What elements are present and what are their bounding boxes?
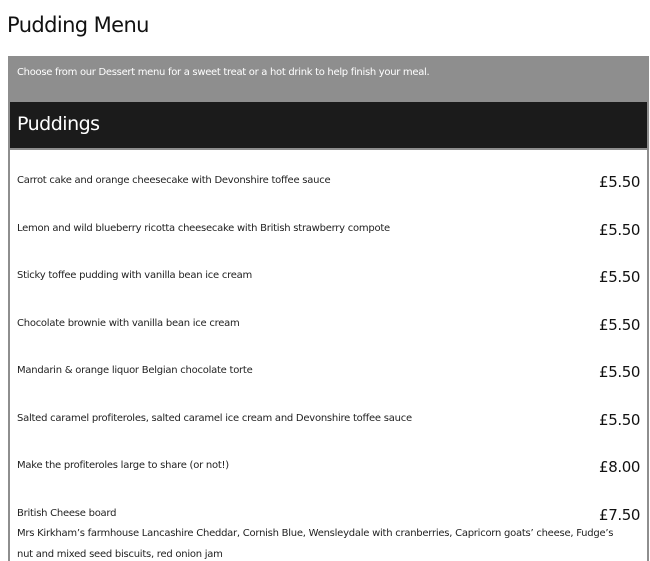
menu-intro: Choose from our Dessert menu for a sweet treat or a hot drink to help finish your meal.: [17, 67, 430, 78]
menu-item-price: £5.50: [599, 316, 640, 334]
menu-item-price: £8.00: [599, 458, 640, 476]
menu-item-name: Lemon and wild blueberry ricotta cheesecake with British strawberry compote: [17, 223, 390, 234]
menu-item-name: British Cheese board: [17, 508, 117, 519]
menu-items-list: [10, 150, 647, 561]
menu-item-price: £5.50: [599, 221, 640, 239]
menu-item-price: £5.50: [599, 268, 640, 286]
menu-item-price: £5.50: [599, 411, 640, 429]
menu-item-name: Salted caramel profiteroles, salted caramel ice cream and Devonshire toffee sauce: [17, 413, 412, 424]
page-title: Pudding Menu: [7, 13, 149, 37]
menu-item-name: Chocolate brownie with vanilla bean ice cream: [17, 318, 240, 329]
menu-item-description: Mrs Kirkham’s farmhouse Lancashire Cheddar, Cornish Blue, Wensleydale with cranberries, Capricorn goats’ cheese, Fudge’s nut and mixed seed biscuits, red onion jam: [17, 528, 614, 560]
menu-item-price: £7.50: [599, 506, 640, 524]
menu-frame: [8, 56, 649, 561]
menu-item-name: Sticky toffee pudding with vanilla bean ice cream: [17, 270, 252, 281]
menu-item-price: £5.50: [599, 363, 640, 381]
menu-item-name: Carrot cake and orange cheesecake with Devonshire toffee sauce: [17, 175, 331, 186]
menu-item-name: Make the profiteroles large to share (or not!): [17, 460, 229, 471]
menu-item-name: Mandarin & orange liquor Belgian chocolate torte: [17, 365, 253, 376]
menu-item-price: £5.50: [599, 173, 640, 191]
section-title: Puddings: [17, 113, 100, 135]
section-header: [10, 102, 647, 148]
